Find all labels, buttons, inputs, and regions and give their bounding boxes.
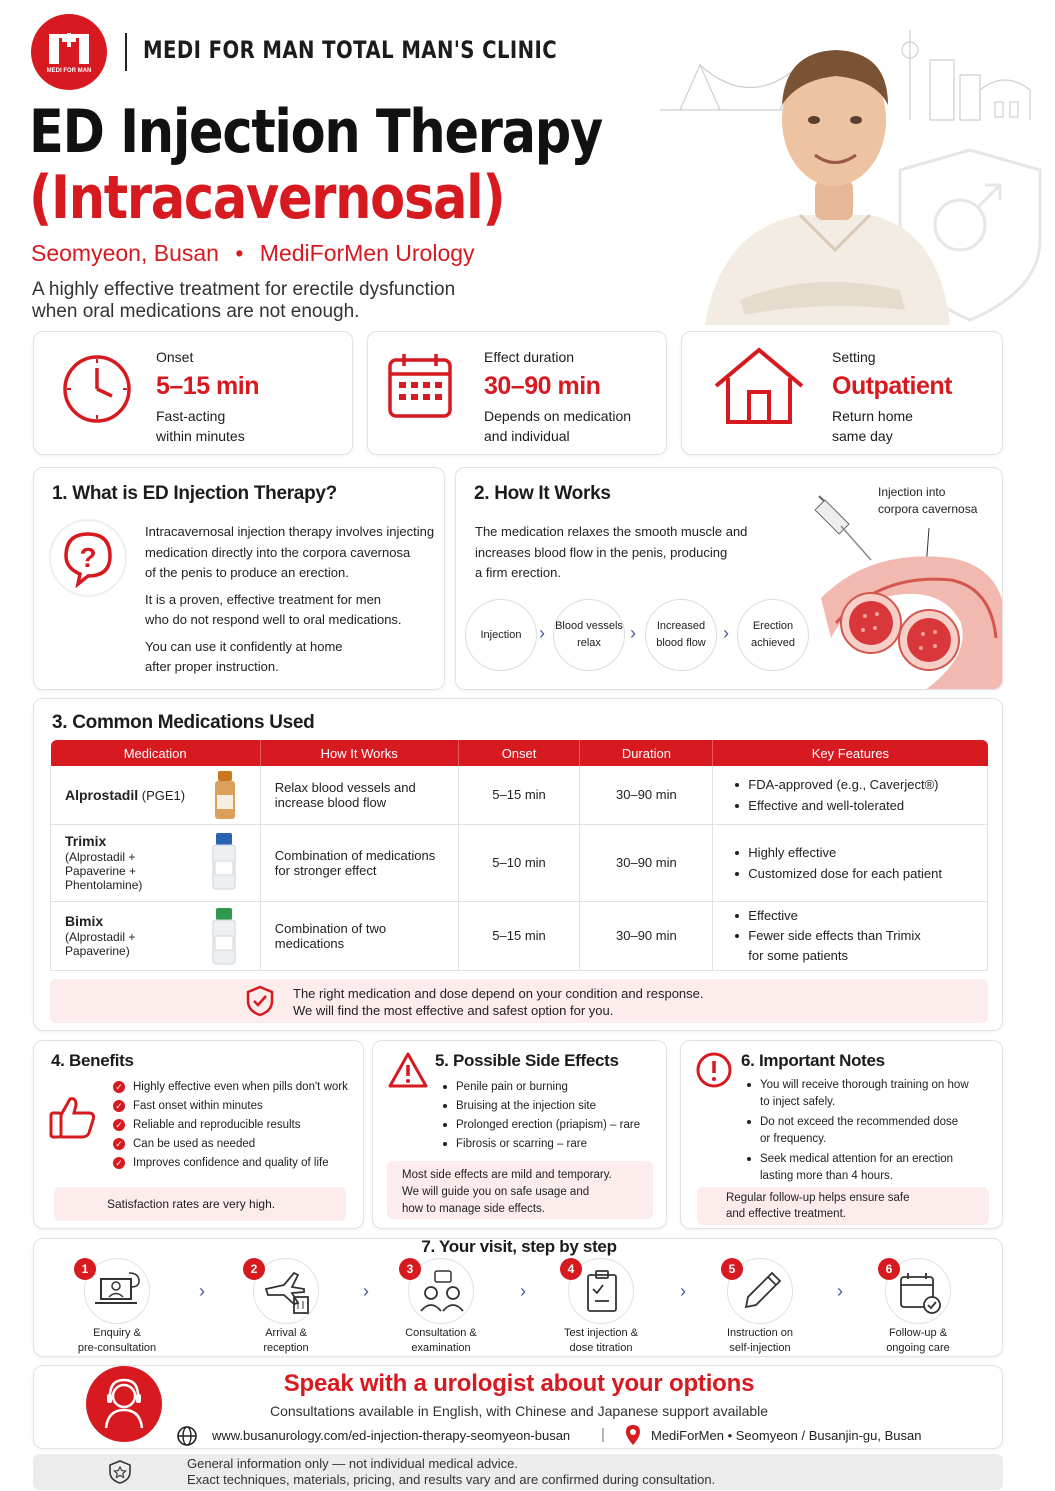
- section-what-is: [33, 467, 445, 690]
- how-cell: [260, 824, 458, 901]
- benefit-item: [113, 1097, 348, 1116]
- check-icon: ✓: [113, 1157, 125, 1169]
- corpora-cavernosa-diagram: [811, 488, 1003, 690]
- bullet-icon: [735, 783, 739, 787]
- feature-item: [735, 863, 973, 884]
- note-item: [747, 1114, 969, 1148]
- disclaimer-bar: [33, 1454, 1003, 1490]
- house-icon: [712, 346, 806, 426]
- note-line: We will guide you on safe usage and: [402, 1186, 590, 1198]
- flow-step: [553, 599, 625, 671]
- warning-icon: [387, 1051, 429, 1089]
- medication-sub: (Alprostadil +: [65, 849, 136, 864]
- shield-star-icon: [108, 1459, 132, 1485]
- flow-line: achieved: [750, 637, 796, 649]
- logo-divider: [125, 33, 127, 71]
- note-item: [747, 1077, 969, 1111]
- flow-line: relax: [577, 637, 601, 649]
- stat-label: Setting: [832, 349, 876, 365]
- step-label-line: pre-consultation: [77, 1342, 157, 1354]
- feature-text: Fewer side effects than Trimix: [748, 927, 921, 943]
- syringe-icon: [815, 496, 871, 560]
- intro-line-2: when oral medications are not enough.: [32, 301, 360, 322]
- check-icon: ✓: [113, 1100, 125, 1112]
- feature-text: FDA-approved (e.g., Caverject®): [748, 776, 939, 792]
- step-number: 2: [243, 1258, 265, 1280]
- stat-desc-line: Fast-acting: [156, 408, 226, 424]
- disclaimer-text: [187, 1456, 715, 1488]
- benefit-item: [113, 1078, 348, 1097]
- stat-desc: [156, 406, 245, 446]
- clock-icon: [60, 352, 134, 426]
- section-title: 5. Possible Side Effects: [435, 1051, 619, 1070]
- note-line: We will find the most effective and safest option for you.: [293, 1003, 614, 1018]
- page-title: ED Injection Therapy: [29, 97, 602, 167]
- step-number: 4: [560, 1258, 582, 1280]
- feature-text: Customized dose for each patient: [748, 865, 942, 881]
- flow-line: Increased: [656, 620, 706, 632]
- stat-desc-line: Return home: [832, 408, 913, 424]
- feature-item: [735, 842, 973, 863]
- svg-text:?: ?: [79, 542, 97, 573]
- diagram-label-line: corpora cavernosa: [878, 502, 978, 516]
- medication-sub: Papaverine +: [65, 863, 137, 878]
- note-text: Seek medical attention for an erection: [760, 1153, 954, 1165]
- text-line: who do not respond well to oral medications.: [145, 612, 402, 627]
- table-row: [51, 824, 988, 901]
- section-steps: [33, 1238, 1003, 1357]
- chevron-right-icon: ›: [199, 1281, 205, 1301]
- step-label-line: Consultation &: [405, 1327, 477, 1339]
- location-pin-icon: [625, 1424, 641, 1446]
- medications-table: [50, 740, 988, 971]
- benefit-text: Improves confidence and quality of life: [133, 1157, 329, 1169]
- step-label-line: examination: [411, 1342, 471, 1354]
- note-text: or frequency.: [760, 1133, 827, 1145]
- website-link[interactable]: www.busanurology.com/ed-injection-therapy-seomyeon-busan: [212, 1428, 571, 1443]
- hero-illustration: [650, 10, 1050, 325]
- intro-line-1: A highly effective treatment for erectile dysfunction: [32, 279, 456, 300]
- section-title: 6. Important Notes: [741, 1051, 885, 1070]
- medication-cell: [51, 901, 261, 970]
- medication-name: Trimix: [65, 832, 107, 849]
- benefit-text: Can be used as needed: [133, 1138, 256, 1150]
- clinic-logo: [31, 14, 107, 90]
- bullet-icon: [443, 1085, 447, 1089]
- text-line: medication directly into the corpora cavernosa: [145, 544, 411, 560]
- stat-desc: [484, 406, 631, 446]
- column-header: Medication: [51, 740, 261, 766]
- vial-icon: [210, 833, 238, 891]
- intro-text: [32, 279, 455, 323]
- benefit-item: [113, 1154, 348, 1173]
- diagram-label-line: Injection into: [878, 485, 946, 499]
- location-line: [31, 240, 475, 267]
- bullet-icon: [747, 1120, 751, 1124]
- step-label-line: dose titration: [569, 1342, 633, 1354]
- bullet-icon: [443, 1104, 447, 1108]
- check-icon: ✓: [113, 1119, 125, 1131]
- section-side-effects: [372, 1040, 667, 1229]
- exclamation-icon: [695, 1051, 733, 1089]
- stat-desc-line: Depends on medication: [484, 408, 632, 424]
- side-effect-item: [443, 1116, 640, 1135]
- duration-cell: 30–90 min: [580, 901, 713, 970]
- section-title: 4. Benefits: [51, 1051, 134, 1070]
- benefits-list: [113, 1078, 348, 1173]
- text-line: It is a proven, effective treatment for men: [145, 591, 382, 607]
- step-label-line: ongoing care: [886, 1342, 950, 1354]
- bullet-icon: [735, 934, 739, 938]
- brand-name: MediForMen Urology: [259, 240, 475, 266]
- check-icon: ✓: [113, 1138, 125, 1150]
- table-row: [51, 901, 988, 970]
- notes-list: [747, 1077, 969, 1185]
- note-item: [747, 1151, 969, 1185]
- what-is-text: [145, 522, 434, 678]
- benefit-text: Highly effective even when pills don't work: [133, 1081, 348, 1093]
- side-effect-text: Penile pain or burning: [456, 1081, 568, 1093]
- bullet-icon: [735, 914, 739, 918]
- bullet-icon: [735, 804, 739, 808]
- vial-icon: [210, 908, 238, 966]
- side-effects-note: [387, 1161, 653, 1219]
- section-title: 7. Your visit, step by step: [421, 1237, 617, 1256]
- step-label: [695, 1326, 825, 1356]
- feature-item: [735, 946, 973, 966]
- step-label: [376, 1326, 506, 1356]
- features-cell: [713, 901, 988, 970]
- bullet-icon: [443, 1123, 447, 1127]
- note-line: and effective treatment.: [726, 1208, 846, 1220]
- bullet-icon: [747, 1083, 751, 1087]
- stat-desc-line: same day: [832, 428, 893, 444]
- cta-section: [33, 1365, 1003, 1449]
- benefit-text: Fast onset within minutes: [133, 1100, 263, 1112]
- step-label-line: Instruction on: [726, 1327, 794, 1339]
- step-label-line: Follow-up &: [888, 1327, 948, 1339]
- chevron-right-icon: ›: [680, 1281, 686, 1301]
- table-row: [51, 766, 988, 824]
- step-number: 5: [721, 1258, 743, 1280]
- onset-cell: 5–15 min: [458, 901, 580, 970]
- side-effect-item: [443, 1078, 640, 1097]
- side-effect-text: Fibrosis or scarring – rare: [456, 1138, 588, 1150]
- step-label-line: reception: [263, 1342, 309, 1354]
- bullet-icon: [735, 872, 739, 876]
- stat-value: 30–90 min: [484, 372, 601, 400]
- text-line: after proper instruction.: [145, 659, 279, 674]
- vial-icon: [212, 771, 238, 821]
- chevron-right-icon: ›: [723, 623, 729, 643]
- side-effect-item: [443, 1097, 640, 1116]
- feature-item: [735, 926, 973, 946]
- thumbs-up-icon: [48, 1091, 98, 1141]
- stat-card-duration: [367, 331, 667, 455]
- text-line: Intracavernosal injection therapy involves injecting: [145, 524, 435, 539]
- column-header: How It Works: [260, 740, 458, 766]
- note-line: Most side effects are mild and temporary.: [402, 1169, 612, 1181]
- cta-subtitle: Consultations available in English, with Chinese and Japanese support available: [269, 1403, 769, 1419]
- note-text: lasting more than 4 hours.: [760, 1170, 893, 1182]
- cell-line: medications: [274, 935, 345, 951]
- flow-line: Erection: [752, 620, 794, 632]
- step-label: [853, 1326, 983, 1356]
- shield-check-icon: [246, 985, 274, 1017]
- flow-line: blood flow: [656, 637, 706, 649]
- clinic-name: MEDI FOR MAN TOTAL MAN'S CLINIC: [143, 36, 558, 64]
- side-effect-text: Prolonged erection (priapism) – rare: [456, 1119, 641, 1131]
- medication-cell: [51, 766, 261, 824]
- stat-desc-line: within minutes: [156, 428, 245, 444]
- flow-step: [737, 599, 809, 671]
- step-number: 1: [74, 1258, 96, 1280]
- feature-text: Highly effective: [748, 844, 837, 860]
- note-line: The right medication and dose depend on your condition and response.: [293, 986, 704, 1001]
- medication-sub: Papaverine): [65, 943, 130, 958]
- duration-cell: 30–90 min: [580, 824, 713, 901]
- chevron-right-icon: ›: [520, 1281, 526, 1301]
- medication-name: Alprostadil: [65, 786, 139, 803]
- step-number: 3: [399, 1258, 421, 1280]
- column-header: Onset: [458, 740, 580, 766]
- flow-line: Blood vessels: [555, 620, 623, 632]
- calendar-icon: [386, 350, 454, 420]
- section-benefits: [33, 1040, 364, 1229]
- onset-cell: 5–15 min: [458, 766, 580, 824]
- flow-step: [645, 599, 717, 671]
- feature-item: [735, 774, 973, 795]
- medication-suffix: (PGE1): [138, 787, 186, 803]
- cell-line: Combination of medications: [274, 847, 436, 863]
- section-title: 3. Common Medications Used: [52, 712, 315, 733]
- note-text: Do not exceed the recommended dose: [760, 1116, 959, 1128]
- page-subtitle: (Intracavernosal): [29, 163, 505, 233]
- step-label-line: Enquiry &: [93, 1327, 141, 1339]
- step-label-line: Test injection &: [564, 1327, 638, 1339]
- notes-footer: [697, 1187, 989, 1225]
- section-title: 1. What is ED Injection Therapy?: [52, 483, 337, 504]
- benefit-item: [113, 1135, 348, 1154]
- duration-cell: 30–90 min: [580, 766, 713, 824]
- chevron-right-icon: ›: [837, 1281, 843, 1301]
- features-cell: [713, 824, 988, 901]
- globe-icon: [176, 1425, 198, 1447]
- column-header: Key Features: [713, 740, 988, 766]
- feature-text: Effective: [748, 907, 798, 923]
- stat-label: Onset: [156, 349, 194, 365]
- bullet-icon: [747, 1157, 751, 1161]
- cell-line: increase blood flow: [274, 794, 387, 810]
- location-separator: •: [235, 240, 244, 266]
- logo-text: MEDI FOR MAN: [46, 68, 92, 74]
- onset-cell: 5–10 min: [458, 824, 580, 901]
- note-text: You will receive thorough training on how: [760, 1079, 969, 1091]
- flow-step: [465, 599, 537, 671]
- disclaimer-line: Exact techniques, materials, pricing, and results vary and are confirmed during consultation.: [187, 1472, 716, 1487]
- note-text: [726, 1190, 909, 1222]
- flow-line: Injection: [480, 628, 522, 641]
- note-text: Satisfaction rates are very high.: [107, 1197, 276, 1211]
- note-line: how to manage side effects.: [402, 1203, 545, 1215]
- side-effect-text: Bruising at the injection site: [456, 1100, 596, 1112]
- step-label-line: Arrival &: [265, 1327, 307, 1339]
- benefits-note: [54, 1187, 346, 1221]
- note-line: Regular follow-up helps ensure safe: [726, 1192, 910, 1204]
- section-title: 2. How It Works: [474, 483, 611, 504]
- cta-divider: |: [601, 1426, 605, 1443]
- side-effects-list: [443, 1078, 640, 1154]
- stat-desc-line: and individual: [484, 428, 570, 444]
- chevron-right-icon: ›: [539, 623, 545, 643]
- side-effect-item: [443, 1135, 640, 1154]
- check-icon: ✓: [113, 1081, 125, 1093]
- cell-line: Relax blood vessels and: [274, 779, 416, 795]
- features-cell: [713, 766, 988, 824]
- chevron-right-icon: ›: [363, 1281, 369, 1301]
- chevron-right-icon: ›: [630, 623, 636, 643]
- feature-item: [735, 795, 973, 816]
- cell-line: for stronger effect: [274, 862, 377, 878]
- section-medications: [33, 698, 1003, 1031]
- text-line: You can use it confidently at home: [145, 638, 343, 654]
- address-text: MediForMen • Seomyeon / Busanjin-gu, Busan: [651, 1428, 922, 1443]
- text-line: The medication relaxes the smooth muscle and: [475, 524, 748, 539]
- section-how-it-works: [455, 467, 1003, 690]
- paragraph-1: [145, 522, 434, 584]
- feature-text: for some patients: [748, 947, 849, 963]
- cta-title: Speak with a urologist about your options: [283, 1370, 755, 1397]
- step-label: [221, 1326, 351, 1356]
- question-bubble-icon: [48, 518, 128, 598]
- how-cell: [260, 766, 458, 824]
- step-label: [52, 1326, 182, 1356]
- step-number: 6: [878, 1258, 900, 1280]
- feature-text: Effective and well-tolerated: [748, 797, 905, 813]
- step-label-line: self-injection: [729, 1342, 791, 1354]
- stat-desc: [832, 406, 913, 446]
- cell-line: Combination of two: [274, 920, 387, 936]
- how-cell: [260, 901, 458, 970]
- text-line: a firm erection.: [475, 565, 561, 580]
- doctor-portrait: [705, 50, 950, 325]
- medication-name: Bimix: [65, 912, 104, 929]
- how-desc: [475, 522, 747, 584]
- note-text: [293, 985, 704, 1019]
- stat-value: 5–15 min: [156, 372, 260, 400]
- medication-sub: Phentolamine): [65, 877, 143, 892]
- stat-value: Outpatient: [832, 372, 952, 400]
- medication-sub: (Alprostadil +: [65, 929, 136, 944]
- bullet-icon: [735, 851, 739, 855]
- location: Seomyeon, Busan: [31, 240, 219, 266]
- medication-note: [50, 979, 988, 1023]
- paragraph-3: [145, 637, 434, 678]
- note-text: to inject safely.: [760, 1096, 836, 1108]
- stat-card-onset: [33, 331, 353, 455]
- medication-cell: [51, 824, 261, 901]
- note-text: [402, 1167, 612, 1218]
- step-label: [536, 1326, 666, 1356]
- bullet-icon: [443, 1142, 447, 1146]
- benefit-text: Reliable and reproducible results: [133, 1119, 301, 1131]
- disclaimer-line: General information only — not individual medical advice.: [187, 1456, 518, 1471]
- stat-label: Effect duration: [484, 349, 575, 365]
- text-line: increases blood flow in the penis, producing: [475, 544, 728, 560]
- section-important-notes: [680, 1040, 1003, 1229]
- column-header: Duration: [580, 740, 713, 766]
- paragraph-2: [145, 590, 434, 631]
- stat-card-setting: [681, 331, 1003, 455]
- table-header-row: [51, 740, 988, 766]
- text-line: of the penis to produce an erection.: [145, 565, 349, 580]
- logo-mark-icon: [31, 14, 107, 90]
- benefit-item: [113, 1116, 348, 1135]
- feature-item: [735, 906, 973, 926]
